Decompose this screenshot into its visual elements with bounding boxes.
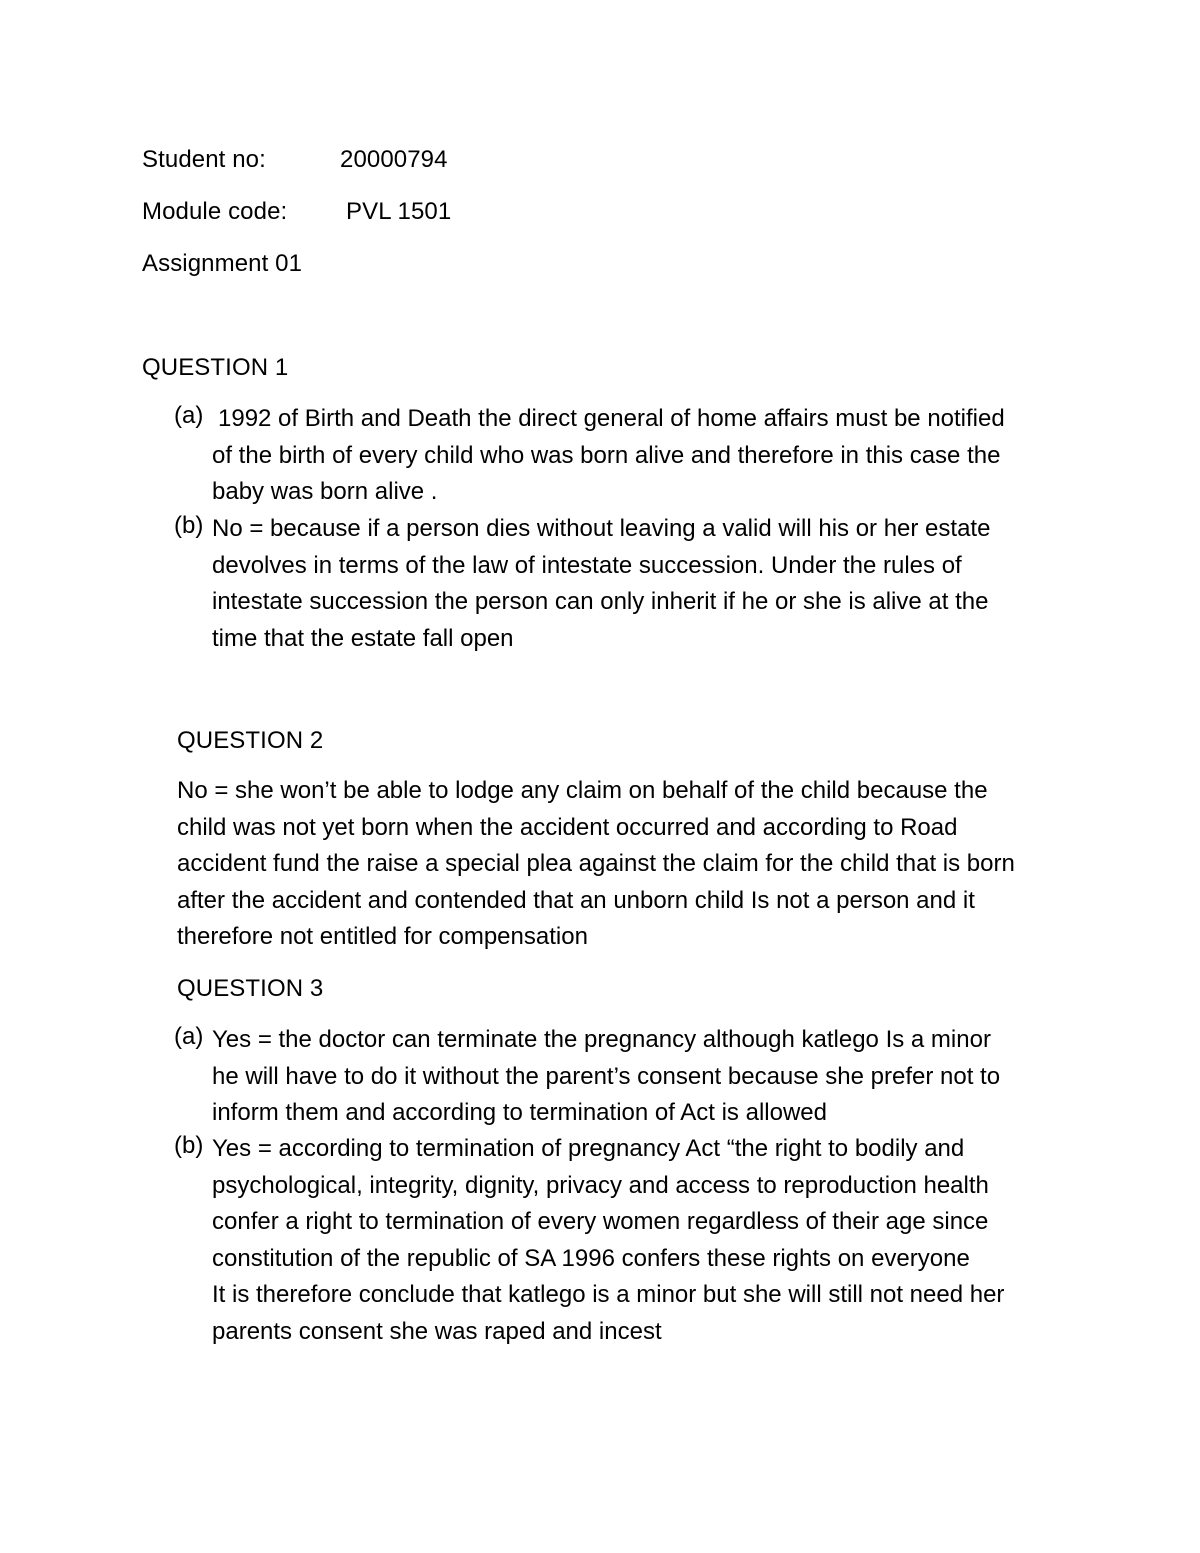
- answer-line: Yes = the doctor can terminate the pregnancy although katlego Is a minor: [212, 1026, 991, 1053]
- answer-line: child was not yet born when the accident occurred and according to Road: [177, 813, 958, 841]
- list-marker: (a): [174, 402, 204, 429]
- answer-line: intestate succession the person can only inherit if he or she is alive at the: [212, 588, 989, 615]
- answer-line: parents consent she was raped and incest: [212, 1317, 662, 1345]
- answer-line: time that the estate fall open: [212, 624, 514, 652]
- question-1-heading: QUESTION 1: [142, 354, 289, 381]
- answer-line: confer a right to termination of every women regardless of their age since: [212, 1208, 989, 1235]
- answer-line: 1992 of Birth and Death the direct general of home affairs must be notified: [218, 405, 1005, 432]
- answer-line: accident fund the raise a special plea against the claim for the child that is born: [177, 850, 1015, 877]
- answer-line: It is therefore conclude that katlego is a minor but she will still not need her: [212, 1281, 1005, 1308]
- question-2-answer: [177, 773, 1067, 956]
- answer-text: [212, 511, 1072, 657]
- answer-text: [212, 1022, 1072, 1132]
- answer-line: No = she won’t be able to lodge any claim on behalf of the child because the: [177, 777, 988, 804]
- question-3-heading: QUESTION 3: [177, 975, 324, 1002]
- module-code-value: PVL 1501: [346, 198, 452, 225]
- answer-line: Yes = according to termination of pregnancy Act “the right to bodily and: [212, 1135, 965, 1162]
- answer-line: inform them and according to termination of Act is allowed: [212, 1099, 827, 1126]
- student-number-value: 20000794: [340, 146, 448, 173]
- answer-text-continued: [212, 438, 1072, 511]
- answer-line: No = because if a person dies without leaving a valid will his or her estate: [212, 515, 991, 542]
- answer-line: devolves in terms of the law of intestate succession. Under the rules of: [212, 551, 962, 579]
- answer-text: [212, 1131, 1072, 1350]
- assignment-title: Assignment 01: [142, 250, 303, 277]
- answer-line: of the birth of every child who was born alive and therefore in this case the: [212, 441, 1001, 469]
- answer-line: baby was born alive .: [212, 478, 438, 505]
- answer-line: constitution of the republic of SA 1996 confers these rights on everyone: [212, 1244, 970, 1272]
- answer-text: [218, 401, 1078, 438]
- answer-line: after the accident and contended that an unborn child Is not a person and it: [177, 886, 975, 914]
- module-code-label: Module code:: [142, 198, 288, 225]
- answer-line: psychological, integrity, dignity, privacy and access to reproduction health: [212, 1171, 989, 1199]
- question-2-heading: QUESTION 2: [177, 727, 324, 754]
- list-marker: (a): [174, 1023, 204, 1050]
- list-marker: (b): [174, 512, 204, 539]
- list-marker: (b): [174, 1132, 204, 1159]
- answer-line: he will have to do it without the parent’s consent because she prefer not to: [212, 1062, 1001, 1090]
- answer-line: therefore not entitled for compensation: [177, 923, 588, 950]
- student-number-label: Student no:: [142, 146, 266, 173]
